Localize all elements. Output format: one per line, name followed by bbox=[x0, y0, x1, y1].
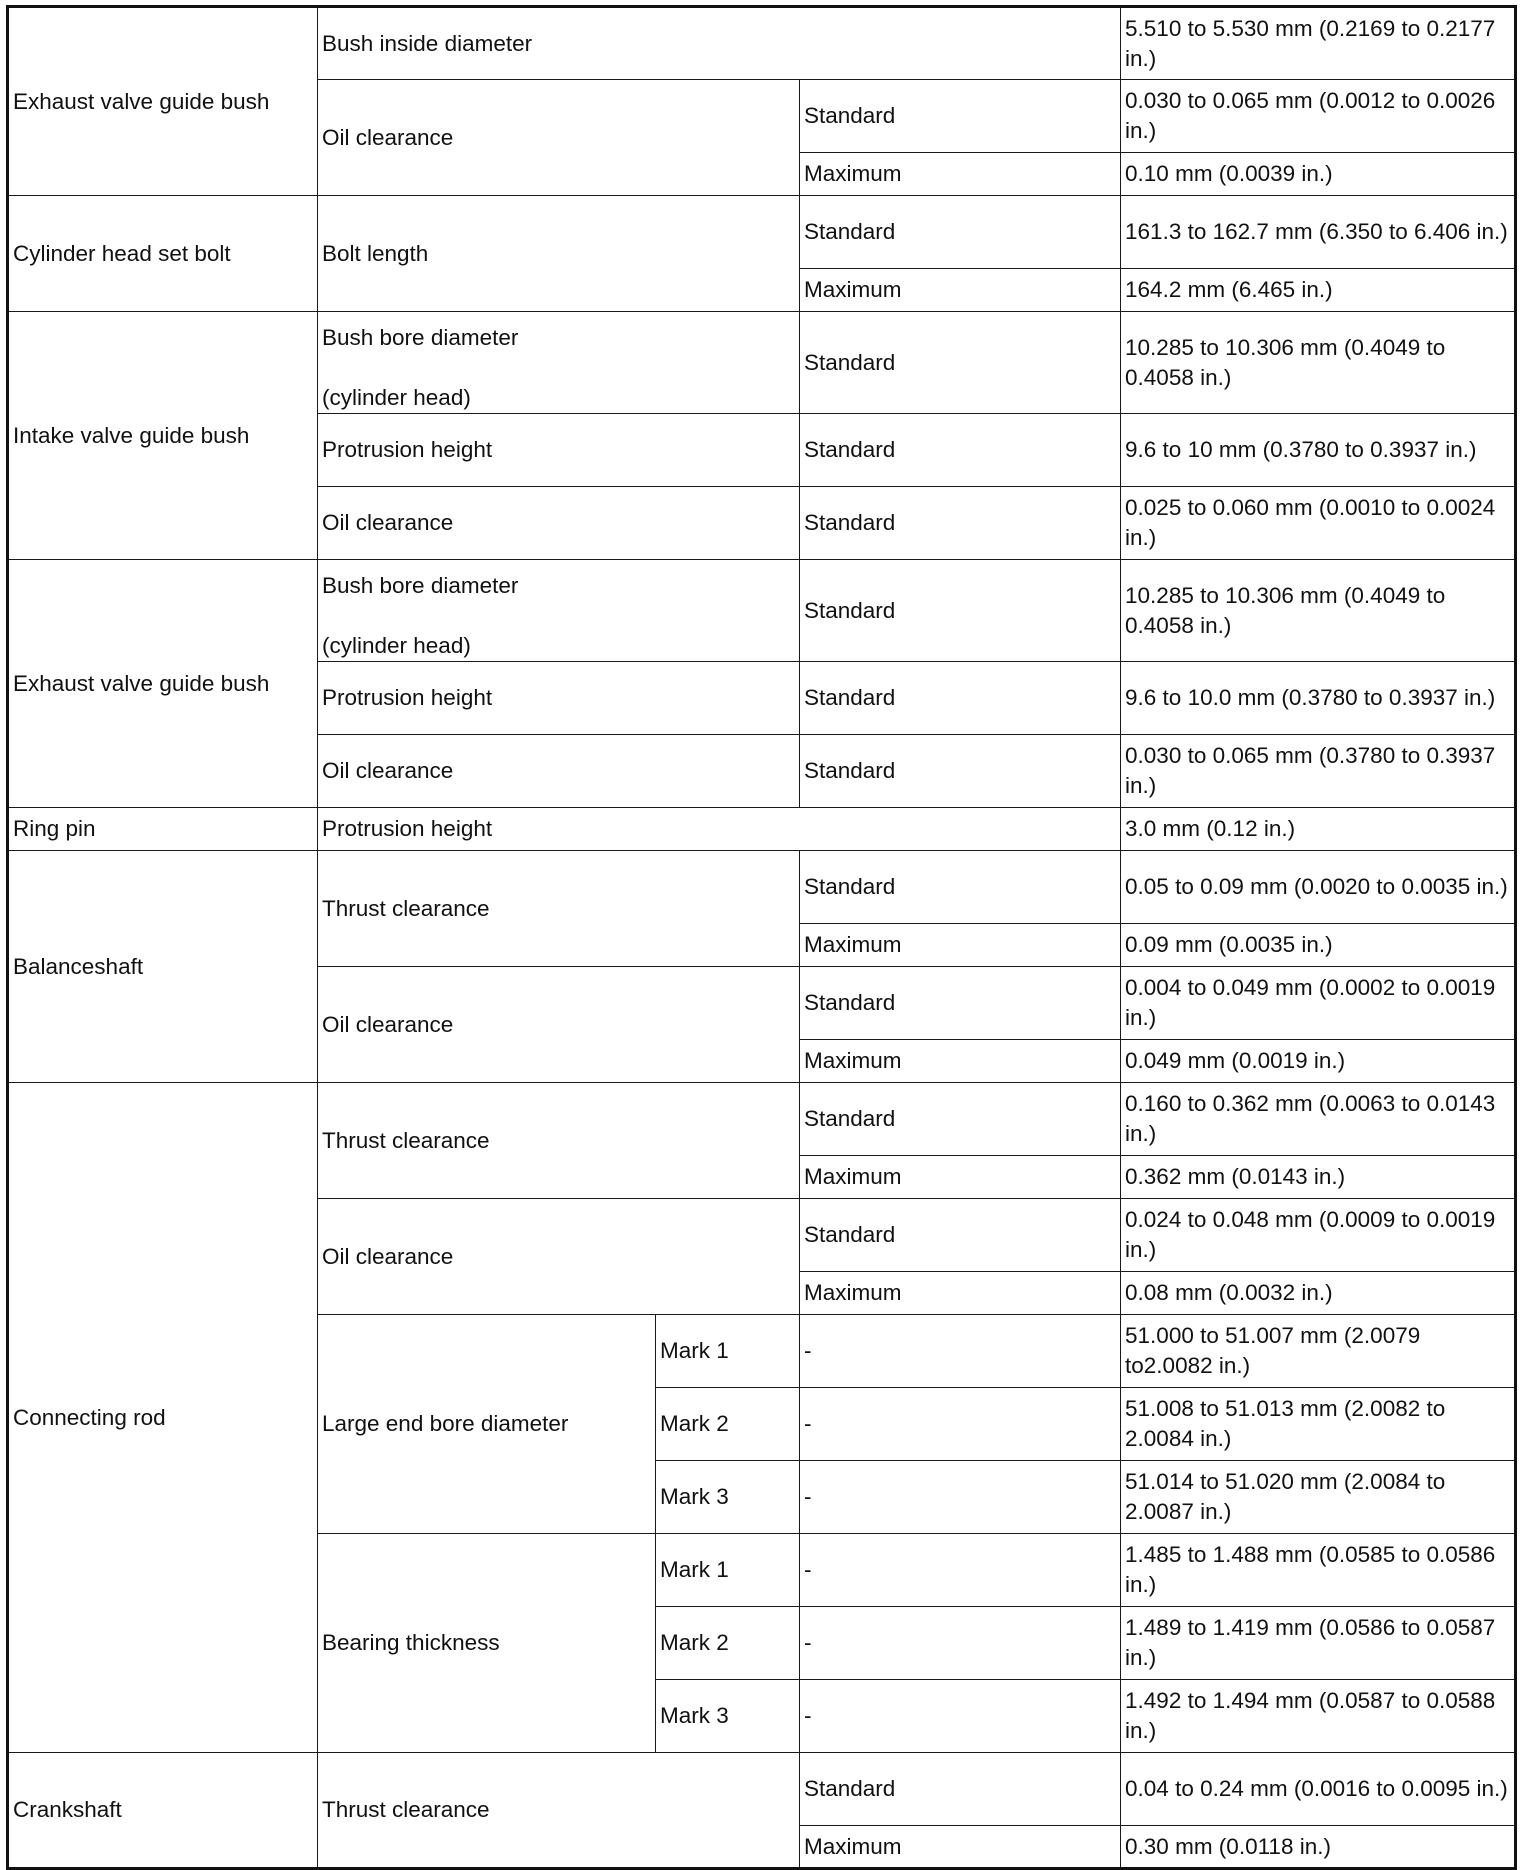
table-cell bbox=[800, 1272, 1121, 1315]
cell-text: Standard bbox=[804, 219, 896, 244]
table-cell bbox=[1121, 7, 1516, 80]
cell-text: Protrusion height bbox=[322, 437, 493, 462]
table-cell bbox=[318, 851, 800, 967]
cell-text: - bbox=[804, 1557, 812, 1582]
table-cell bbox=[318, 1083, 800, 1199]
cell-text: Connecting rod bbox=[13, 1404, 166, 1430]
table-cell bbox=[1121, 269, 1516, 312]
cell-text: - bbox=[804, 1630, 812, 1655]
table-cell bbox=[656, 1461, 800, 1534]
cell-text: Bush bore diameter (cylinder head) bbox=[322, 573, 519, 658]
cell-text: 0.10 mm (0.0039 in.) bbox=[1125, 161, 1333, 186]
table-cell bbox=[1121, 1753, 1516, 1826]
cell-text: 164.2 mm (6.465 in.) bbox=[1125, 277, 1333, 302]
cell-text: Protrusion height bbox=[322, 685, 493, 710]
table-cell bbox=[800, 662, 1121, 735]
cell-text: Standard bbox=[804, 990, 896, 1015]
table-cell bbox=[1121, 1388, 1516, 1461]
table-cell bbox=[1121, 1199, 1516, 1272]
table-cell bbox=[8, 560, 318, 808]
cell-text: 0.030 to 0.065 mm (0.3780 to 0.3937 in.) bbox=[1125, 743, 1496, 798]
cell-text: Exhaust valve guide bush bbox=[13, 670, 270, 696]
table-cell bbox=[800, 1607, 1121, 1680]
table-cell bbox=[1121, 153, 1516, 196]
table-cell bbox=[318, 1315, 656, 1534]
cell-text: Ring pin bbox=[13, 816, 96, 841]
cell-text: 51.008 to 51.013 mm (2.0082 to 2.0084 in.) bbox=[1125, 1396, 1446, 1451]
cell-text: Standard bbox=[804, 758, 896, 783]
cell-text: Oil clearance bbox=[322, 1243, 454, 1269]
table-cell bbox=[1121, 1680, 1516, 1753]
cell-text: Standard bbox=[804, 874, 896, 899]
cell-text: Standard bbox=[804, 103, 896, 128]
table-cell bbox=[318, 7, 1121, 80]
cell-text: 0.04 to 0.24 mm (0.0016 to 0.0095 in.) bbox=[1125, 1776, 1508, 1801]
cell-text: 0.160 to 0.362 mm (0.0063 to 0.0143 in.) bbox=[1125, 1091, 1496, 1146]
table-cell bbox=[318, 487, 800, 560]
cell-text: - bbox=[804, 1411, 812, 1436]
cell-text: 0.049 mm (0.0019 in.) bbox=[1125, 1048, 1346, 1073]
cell-text: Standard bbox=[804, 510, 896, 535]
cell-text: 51.014 to 51.020 mm (2.0084 to 2.0087 in.) bbox=[1125, 1469, 1446, 1524]
table-cell bbox=[1121, 1315, 1516, 1388]
table-cell bbox=[8, 808, 318, 851]
table-cell bbox=[8, 312, 318, 560]
cell-text: Exhaust valve guide bush bbox=[13, 88, 270, 114]
cell-text: Oil clearance bbox=[322, 1011, 454, 1037]
table-cell bbox=[800, 1534, 1121, 1607]
cell-text: Standard bbox=[804, 349, 896, 375]
cell-text: 5.510 to 5.530 mm (0.2169 to 0.2177 in.) bbox=[1125, 15, 1496, 71]
cell-text: Standard bbox=[804, 437, 896, 462]
table-cell bbox=[800, 1083, 1121, 1156]
cell-text: 0.30 mm (0.0118 in.) bbox=[1125, 1833, 1331, 1859]
table-cell bbox=[800, 1315, 1121, 1388]
table-cell bbox=[318, 80, 800, 196]
cell-text: Maximum bbox=[804, 1048, 902, 1073]
table-cell bbox=[800, 1826, 1121, 1869]
table-row bbox=[8, 7, 1516, 80]
table-cell bbox=[1121, 196, 1516, 269]
cell-text: 3.0 mm (0.12 in.) bbox=[1125, 816, 1296, 841]
table-cell bbox=[8, 196, 318, 312]
cell-text: Oil clearance bbox=[322, 758, 454, 783]
table-cell bbox=[800, 1680, 1121, 1753]
table-row bbox=[8, 808, 1516, 851]
cell-text: 1.492 to 1.494 mm (0.0587 to 0.0588 in.) bbox=[1125, 1688, 1496, 1743]
cell-text: Mark 3 bbox=[660, 1703, 729, 1728]
table-cell bbox=[318, 735, 800, 808]
table-cell bbox=[1121, 1272, 1516, 1315]
table-cell bbox=[8, 1753, 318, 1869]
table-cell bbox=[800, 1388, 1121, 1461]
table-cell bbox=[656, 1315, 800, 1388]
table-cell bbox=[1121, 662, 1516, 735]
cell-text: 51.000 to 51.007 mm (2.0079 to2.0082 in.) bbox=[1125, 1323, 1421, 1378]
cell-text: 0.025 to 0.060 mm (0.0010 to 0.0024 in.) bbox=[1125, 495, 1496, 550]
cell-text: 9.6 to 10.0 mm (0.3780 to 0.3937 in.) bbox=[1125, 685, 1496, 710]
cell-text: Mark 1 bbox=[660, 1338, 729, 1363]
cell-text: Intake valve guide bush bbox=[13, 422, 250, 448]
cell-text: Standard bbox=[804, 1222, 896, 1247]
table-cell bbox=[800, 735, 1121, 808]
table-cell bbox=[800, 196, 1121, 269]
table-row bbox=[8, 851, 1516, 924]
cell-text: 10.285 to 10.306 mm (0.4049 to 0.4058 in.) bbox=[1125, 582, 1446, 638]
table-cell bbox=[1121, 1040, 1516, 1083]
cell-text: 9.6 to 10 mm (0.3780 to 0.3937 in.) bbox=[1125, 437, 1477, 462]
cell-text: 0.024 to 0.048 mm (0.0009 to 0.0019 in.) bbox=[1125, 1207, 1496, 1262]
cell-text: Maximum bbox=[804, 161, 902, 186]
cell-text: Maximum bbox=[804, 1164, 902, 1189]
cell-text: Maximum bbox=[804, 277, 902, 302]
table-cell bbox=[1121, 1461, 1516, 1534]
cell-text: Cylinder head set bolt bbox=[13, 240, 231, 266]
table-cell bbox=[800, 414, 1121, 487]
table-cell bbox=[800, 1199, 1121, 1272]
table-cell bbox=[1121, 1083, 1516, 1156]
table-cell bbox=[800, 487, 1121, 560]
cell-text: Thrust clearance bbox=[322, 1797, 490, 1822]
cell-text: 0.09 mm (0.0035 in.) bbox=[1125, 932, 1333, 957]
table-cell bbox=[800, 1461, 1121, 1534]
table-cell bbox=[800, 1156, 1121, 1199]
cell-text: 0.030 to 0.065 mm (0.0012 to 0.0026 in.) bbox=[1125, 88, 1496, 143]
cell-text: 1.485 to 1.488 mm (0.0585 to 0.0586 in.) bbox=[1125, 1542, 1496, 1597]
table-cell bbox=[1121, 80, 1516, 153]
cell-text: - bbox=[804, 1338, 812, 1363]
table-cell bbox=[318, 808, 1121, 851]
table-cell bbox=[8, 851, 318, 1083]
table-cell bbox=[800, 1040, 1121, 1083]
table-cell bbox=[1121, 808, 1516, 851]
cell-text: Mark 1 bbox=[660, 1557, 729, 1582]
table-cell bbox=[656, 1680, 800, 1753]
cell-text: 0.08 mm (0.0032 in.) bbox=[1125, 1280, 1333, 1305]
table-cell bbox=[800, 312, 1121, 414]
cell-text: 0.05 to 0.09 mm (0.0020 to 0.0035 in.) bbox=[1125, 874, 1508, 899]
table-cell bbox=[1121, 967, 1516, 1040]
table-cell bbox=[1121, 1534, 1516, 1607]
cell-text: Maximum bbox=[804, 932, 902, 957]
cell-text: Oil clearance bbox=[322, 124, 454, 150]
table-cell bbox=[1121, 560, 1516, 662]
cell-text: 161.3 to 162.7 mm (6.350 to 6.406 in.) bbox=[1125, 219, 1508, 244]
cell-text: - bbox=[804, 1484, 812, 1509]
table-cell bbox=[656, 1388, 800, 1461]
cell-text: Oil clearance bbox=[322, 510, 454, 535]
table-row bbox=[8, 196, 1516, 269]
cell-text: Maximum bbox=[804, 1280, 902, 1305]
table-row bbox=[8, 1083, 1516, 1156]
table-cell bbox=[318, 967, 800, 1083]
cell-text: 10.285 to 10.306 mm (0.4049 to 0.4058 in.) bbox=[1125, 334, 1446, 390]
table-cell bbox=[318, 1534, 656, 1753]
cell-text: Bush bore diameter (cylinder head) bbox=[322, 325, 519, 410]
specification-table-body bbox=[8, 7, 1516, 1869]
cell-text: Balanceshaft bbox=[13, 953, 144, 979]
table-cell bbox=[318, 196, 800, 312]
table-cell bbox=[8, 7, 318, 196]
table-cell bbox=[1121, 1607, 1516, 1680]
cell-text: 0.362 mm (0.0143 in.) bbox=[1125, 1164, 1346, 1189]
table-cell bbox=[1121, 851, 1516, 924]
table-cell bbox=[800, 153, 1121, 196]
cell-text: Thrust clearance bbox=[322, 1127, 490, 1153]
table-cell bbox=[800, 924, 1121, 967]
table-cell bbox=[1121, 312, 1516, 414]
cell-text: Standard bbox=[804, 1106, 896, 1131]
table-cell bbox=[318, 1199, 800, 1315]
cell-text: Standard bbox=[804, 685, 896, 710]
table-cell bbox=[1121, 487, 1516, 560]
table-cell bbox=[800, 269, 1121, 312]
cell-text: Protrusion height bbox=[322, 816, 493, 841]
specification-table bbox=[6, 5, 1517, 1870]
cell-text: Mark 2 bbox=[660, 1411, 729, 1436]
table-cell bbox=[800, 967, 1121, 1040]
cell-text: Large end bore diameter bbox=[322, 1411, 569, 1436]
table-cell bbox=[1121, 1156, 1516, 1199]
table-cell bbox=[8, 1083, 318, 1753]
table-cell bbox=[656, 1607, 800, 1680]
cell-text: Mark 3 bbox=[660, 1484, 729, 1509]
table-row bbox=[8, 1753, 1516, 1826]
cell-text: Maximum bbox=[804, 1833, 902, 1859]
cell-text: Standard bbox=[804, 597, 896, 623]
cell-text: Mark 2 bbox=[660, 1630, 729, 1655]
table-cell bbox=[800, 851, 1121, 924]
cell-text: Thrust clearance bbox=[322, 895, 490, 921]
table-row bbox=[8, 312, 1516, 414]
table-cell bbox=[318, 560, 800, 662]
table-cell bbox=[1121, 924, 1516, 967]
table-cell bbox=[318, 312, 800, 414]
table-cell bbox=[318, 414, 800, 487]
cell-text: 0.004 to 0.049 mm (0.0002 to 0.0019 in.) bbox=[1125, 975, 1496, 1030]
cell-text: Standard bbox=[804, 1776, 896, 1801]
table-cell bbox=[656, 1534, 800, 1607]
table-cell bbox=[318, 662, 800, 735]
table-cell bbox=[1121, 414, 1516, 487]
table-cell bbox=[800, 80, 1121, 153]
table-cell bbox=[800, 1753, 1121, 1826]
cell-text: Bolt length bbox=[322, 240, 429, 266]
table-cell bbox=[1121, 735, 1516, 808]
table-cell bbox=[318, 1753, 800, 1869]
table-row bbox=[8, 560, 1516, 662]
table-cell bbox=[1121, 1826, 1516, 1869]
cell-text: Crankshaft bbox=[13, 1797, 122, 1822]
cell-text: Bearing thickness bbox=[322, 1630, 500, 1655]
cell-text: - bbox=[804, 1703, 812, 1728]
table-cell bbox=[800, 560, 1121, 662]
cell-text: Bush inside diameter bbox=[322, 30, 533, 56]
cell-text: 1.489 to 1.419 mm (0.0586 to 0.0587 in.) bbox=[1125, 1615, 1496, 1670]
